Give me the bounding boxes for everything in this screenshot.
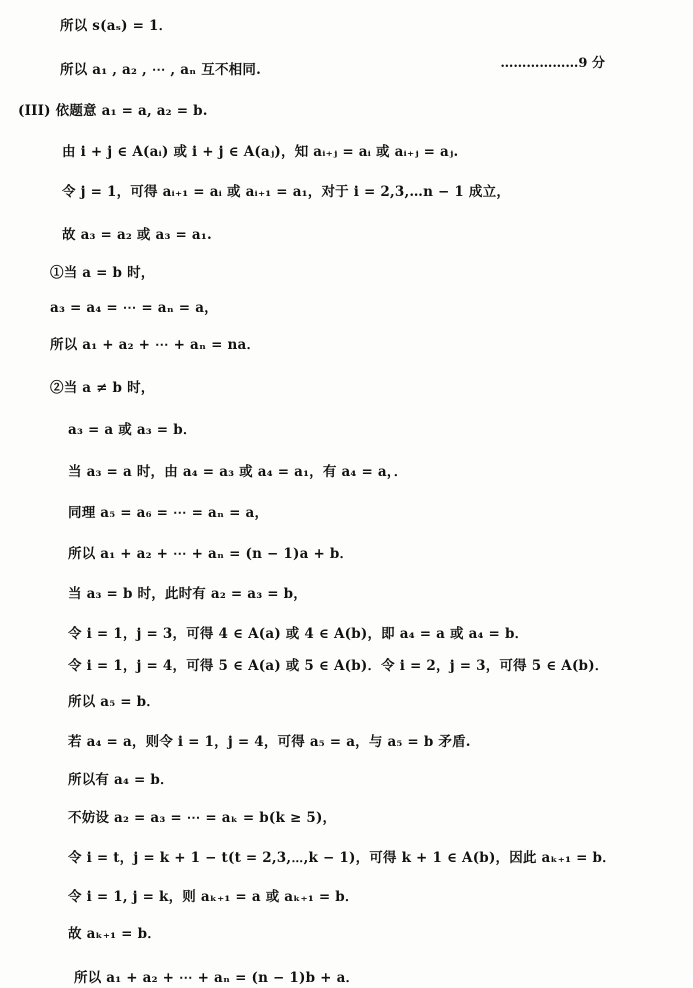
text-line-18: 所以 a₅ = b．: [68, 694, 161, 710]
text-line-4: 由 i + j ∈ A(aᵢ) 或 i + j ∈ A(aⱼ)，知 aᵢ₊ⱼ = aᵢ 或 aᵢ₊ⱼ = aⱼ.: [62, 144, 459, 160]
text-line-24: 故 aₖ₊₁ = b．: [68, 926, 161, 942]
text-line-10: ②当 a ≠ b 时，: [50, 380, 155, 396]
text-line-22: 令 i = t，j = k + 1 − t(t = 2,3,⋯,k − 1)，可得 k + 1 ∈ A(b)，因此 aₖ₊₁ = b．: [68, 850, 616, 866]
text-line-8: a₃ = a₄ = ⋯ = aₙ = a，: [50, 300, 218, 316]
text-line-7: ①当 a = b 时，: [50, 265, 155, 281]
text-line-23: 令 i = 1, j = k，则 aₖ₊₁ = a 或 aₖ₊₁ = b．: [68, 889, 359, 905]
text-line-25: 所以 a₁ + a₂ + ⋯ + aₙ = (n − 1)b + a．: [74, 970, 360, 986]
text-line-6: 故 a₃ = a₂ 或 a₃ = a₁.: [62, 227, 212, 243]
text-line-14: 所以 a₁ + a₂ + ⋯ + aₙ = (n − 1)a + b．: [68, 546, 354, 562]
text-line-16: 令 i = 1，j = 3，可得 4 ∈ A(a) 或 4 ∈ A(b)，即 a₄ = a 或 a₄ = b．: [68, 626, 529, 642]
text-line-20: 所以有 a₄ = b．: [68, 772, 174, 788]
text-line-13: 同理 a₅ = a₆ = ⋯ = aₙ = a，: [68, 505, 269, 521]
text-line-9: 所以 a₁ + a₂ + ⋯ + aₙ = na．: [50, 337, 261, 353]
text-line-11: a₃ = a 或 a₃ = b．: [68, 422, 197, 438]
text-line-3: (III) 依题意 a₁ = a, a₂ = b.: [18, 103, 208, 119]
text-line-12: 当 a₃ = a 时，由 a₄ = a₃ 或 a₄ = a₁，有 a₄ = a，．: [68, 464, 408, 480]
text-line-19: 若 a₄ = a，则令 i = 1，j = 4，可得 a₅ = a，与 a₅ = b 矛盾.: [68, 734, 471, 750]
text-line-2: 所以 a₁ , a₂ , ⋯ , aₙ 互不相同.: [60, 62, 261, 78]
text-line-15: 当 a₃ = b 时，此时有 a₂ = a₃ = b，: [68, 586, 307, 602]
text-line-21: 不妨设 a₂ = a₃ = ⋯ = aₖ = b(k ≥ 5)，: [68, 810, 337, 826]
text-line-1: 所以 s(aₛ) = 1．: [60, 18, 173, 34]
score-marker: ………………9 分: [500, 56, 605, 71]
text-line-5: 令 j = 1，可得 aᵢ₊₁ = aᵢ 或 aᵢ₊₁ = a₁，对于 i = 2,3,…n − 1 成立，: [62, 184, 511, 200]
text-line-17: 令 i = 1，j = 4，可得 5 ∈ A(a) 或 5 ∈ A(b)．令 i = 2，j = 3，可得 5 ∈ A(b)．: [68, 658, 609, 674]
